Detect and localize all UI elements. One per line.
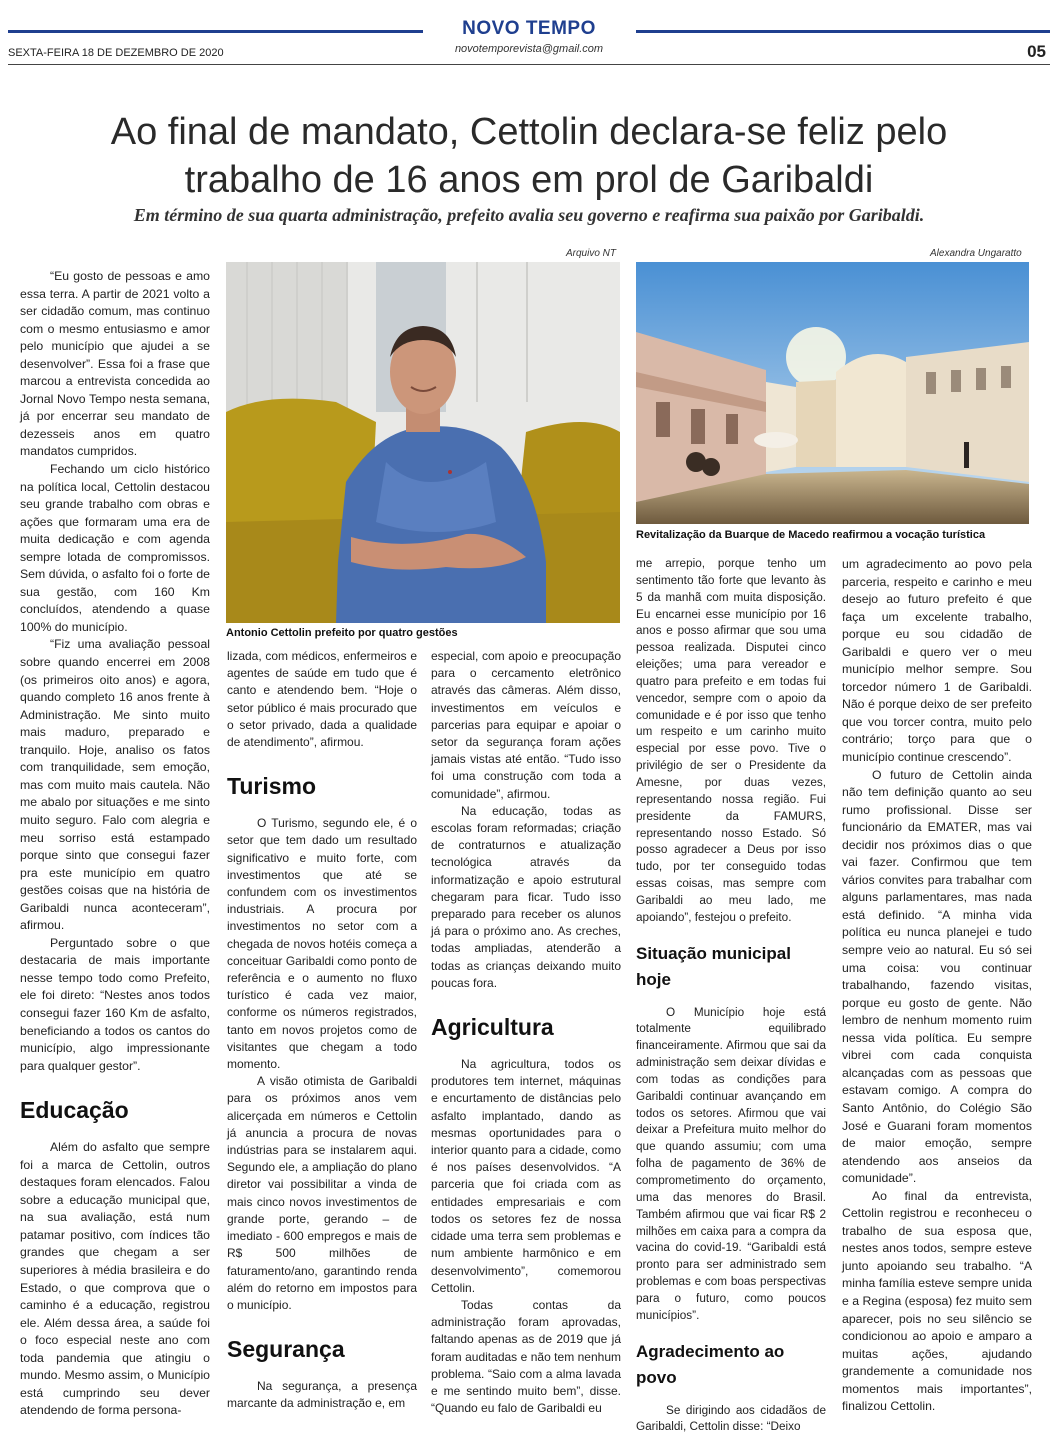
paragraph: Fechando um ciclo histórico na política local, Cettolin destacou seu grande trabalho com obras e ações que formaram uma era de muita dedicação e com agenda sempre lotada de compromissos. Sem dúvida, o asfalto foi o forte de sua gestão, com 160 Km concluídos, atendendo a quase 100% do município. <box>20 462 210 634</box>
paragraph: Na segurança, a presença marcante da administração e, em <box>227 1379 417 1411</box>
section-heading-seguranca: Segurança <box>227 1336 345 1363</box>
headline-line-2: trabalho de 16 anos em prol de Garibaldi <box>184 159 874 201</box>
issue-date: SEXTA-FEIRA 18 DE DEZEMBRO DE 2020 <box>8 47 224 59</box>
paragraph: especial, com apoio e preocupação para o cercamento eletrônico através das câmeras. Além disso, investimentos em veículos e parcerias para equipar e apoiar o setor da segurança foram ações jamais vistas até então. “Tudo isso foi uma construção com toda a comunidade”, afirmou. <box>431 649 621 801</box>
photo2-caption: Revitalização da Buarque de Macedo reafirmou a vocação turística <box>636 529 986 541</box>
article-column-2 <box>227 648 417 1413</box>
article-subheadline: Em término de sua quarta administração, prefeito avalia seu governo e reafirma sua paixão por Garibaldi. <box>133 205 925 225</box>
headline-line-1: Ao final de mandato, Cettolin declara-se feliz pelo <box>110 111 948 153</box>
paragraph: Todas contas da administração foram aprovadas, faltando apenas as de 2019 que já foram auditadas e não tem nenhum problema. “Saio com a alma lavada e me sentindo muito bem”, disse. “Quando eu falo de Garibaldi eu <box>431 1297 621 1416</box>
portrait-photo-illustration <box>226 262 620 623</box>
paragraph: O Turismo, segundo ele, é o setor que tem dado um resultado significativo e muito forte, com investimentos que até se confundem com os investimentos industriais. A procura por investimentos no setor com a chegada de novos hotéis começa a conceituar Garibaldi como ponto de referência e o aumento no fluxo turístico é cada vez maior, conforme os números registrados, tanto em novos projetos como de visitantes que chegam a todo momento. <box>227 816 417 1072</box>
paragraph: Na educação, todas as escolas foram reformadas; criação de contraturnos e atualização tecnológica através da informatização e apoio estrutural chegaram para ficar. Tudo isso preparado para receber os alunos já para o próximo ano. As creches, todas ampliadas, atenderão a todas as crianças deixando muito poucas fora. <box>431 803 621 990</box>
article-column-1 <box>20 268 210 1420</box>
paragraph: Perguntado sobre o que destacaria de mais importante nesse tempo todo como Prefeito, ele foi direto: “Nestes anos todos consegui fazer 160 Km de asfalto, beneficiando a todos os cantos do município, algo impressionante para qualquer gestor”. <box>20 935 210 1073</box>
paragraph: me arrepio, porque tenho um sentimento tão forte que levanto às 5 da manhã com muita disposição. Eu encarnei esse município por 16 anos e posso afirmar que sou uma pessoa realizada. Disputei cinco eleições; uma para vereador e quatro para prefeito e em todas fui vencedor, sempre com o apoio da comunidade e é por isso que tenho um respeito e um carinho muito especial por esse povo. Tive o privilégio de ser o Presidente da Amesne, por duas vezes, representando nossa região. Fui presidente da FAMURS, representando nosso Estado. Só posso agradecer a Deus por isso tudo, por ter conseguido todas essas coisas, mas sempre com Garibaldi ao meu lado, me apoiando”, festejou o prefeito. <box>636 557 826 924</box>
section-heading-turismo: Turismo <box>227 773 317 800</box>
article-headline <box>40 108 1018 204</box>
section-heading-agradecimento: Agradecimento ao povo <box>636 1341 785 1387</box>
section-heading-situacao: Situação municipal hoje <box>636 943 791 989</box>
paragraph: “Fiz uma avaliação pessoal sobre quando encerrei em 2008 (os primeiros oito anos) e agora, quando completo 16 anos frente à Administração. Me sinto muito mais maduro, preparado e tranquilo. Hoje, analiso os fatos com tranquilidade, sem emoção, mas com muito mais cautela. Não me abalo por situações e me sinto muito seguro. Falo com alegria e meu sorriso está estampado porque sinto que consegui fazer pra este município em quatro gestões coisas que na história de Garibaldi nunca aconteceram”, afirmou. <box>20 637 210 933</box>
article-column-4 <box>636 556 826 1436</box>
section-heading-educacao: Educação <box>20 1097 129 1124</box>
paragraph: Na agricultura, todos os produtores tem internet, máquinas e encurtamento de distâncias pelo asfalto implantado, dando as mesmas oportunidades para o interior quanto para a cidade, como é nos países desenvolvidos. “A parceria que foi criada com as entidades empresariais e com todos os setores fez de nossa cidade uma terra sem problemas e num ambiente harmônico e em desenvolvimento”, comemorou Cettolin. <box>431 1057 621 1295</box>
photo1-credit: Arquivo NT <box>566 248 617 259</box>
newspaper-email: novotemporevista@gmail.com <box>454 43 604 55</box>
paragraph: O futuro de Cettolin ainda não tem definição quanto ao seu rumo profissional. Disse ser funcionário da EMATER, mas vai decidir nos próximos dias o que vai fazer. Confirmou que tem vários convites para trabalhar com alguns parlamentares, mas nada está definido. “A minha vida política eu nunca planejei e tudo sempre veio ao natural. Eu só sei uma coisa: vou continuar trabalhando, fazendo visitas, porque eu gosto de gente. Não lembro de nenhum momento ruim nessa vida política. Eu sempre vibrei com cada conquista alcançadas com as pessoas que estavam comigo. A compra do Santo Antônio, do Colégio São José e Guarani foram momentos de maior emoção, sempre atendendo aos anseios da comunidade”. <box>842 767 1032 1186</box>
photo2-credit: Alexandra Ungaratto <box>930 248 1022 259</box>
paragraph: Ao final da entrevista, Cettolin registrou e reconheceu o trabalho de sua esposa que, nestes anos todos, sempre esteve junto apoiando seu trabalho. “A minha família esteve sempre unida e a Regina (esposa) fez muito sem aparecer, pois no seu silêncio se condicionou ao apoio e amparo a muitas ações, ajudando grandemente a comunidade nos momentos mais importantes”, finalizou Cettolin. <box>842 1188 1032 1414</box>
paragraph: A visão otimista de Garibaldi para os próximos anos vem alicerçada em números e Cettolin já anuncia a procura de novas indústrias para se instalarem aqui. Segundo ele, a ampliação do plano diretor vai possibilitar a vinda de mais cinco novos investimentos de grande porte, gerando – de imediato - 600 empregos e mais de R$ 500 milhões de faturamento/ano, garantindo renda além do retorno em impostos para o município. <box>227 1074 417 1312</box>
header-divider <box>8 64 1050 65</box>
portrait-photo <box>226 262 620 623</box>
paragraph: Se dirigindo aos cidadãos de Garibaldi, Cettolin disse: “Deixo <box>636 1403 826 1434</box>
newspaper-logo: NOVO TEMPO <box>462 18 596 39</box>
section-heading-agricultura: Agricultura <box>431 1014 554 1041</box>
masthead <box>0 0 1058 70</box>
street-photo <box>636 262 1029 524</box>
page-number: 05 <box>1027 42 1046 61</box>
paragraph: Além do asfalto que sempre foi a marca de Cettolin, outros destaques foram elencados. Falou sobre a educação municipal que, na sua avaliação, está num patamar positivo, com índices tão grandes que chegam a ser superiores à média brasileira e do Estado, o que comprova que o caminho é a educação, registrou ele. Além dessa área, a saúde foi o foco especial neste ano com toda pandemia que atingiu o mundo. Mesmo assim, o Município está cumprindo seu dever atendendo de forma persona- <box>20 1140 210 1418</box>
article-column-3 <box>431 648 621 1417</box>
paragraph: O Município hoje está totalmente equilibrado financeiramente. Afirmou que sai da administração sem deixar dívidas e com todas as condições para Garibaldi continuar avançando em todos os setores. Afirmou que vai deixar a Prefeitura muito melhor do que quando assumiu; com uma folha de pagamento de 36% de comprometimento do orçamento, uma das menores do Brasil. Também afirmou que vai ficar R$ 2 milhões em caixa para a compra da vacina do covid-19. “Garibaldi está pronto para ser administrado sem problemas e com boas perspectivas para o futuro, como poucos municípios”. <box>636 1005 826 1322</box>
paragraph: “Eu gosto de pessoas e amo essa terra. A partir de 2021 volto a ser cidadão comum, mas continuo com o mesmo entusiasmo e amor pelo município que ajudei a se desenvolver”. Essa foi a frase que marcou a entrevista concedida ao Jornal Novo Tempo nesta semana, já por encerrar seu mandato de dezesseis anos em quatro mandatos cumpridos. <box>20 269 210 459</box>
paragraph: lizada, com médicos, enfermeiros e agentes de saúde em tudo que é canto e atendendo bem. “Hoje o setor público é mais procurado que o setor privado, dada a qualidade de atendimento”, afirmou. <box>227 649 417 750</box>
street-photo-illustration <box>636 262 1029 524</box>
article-column-5 <box>842 556 1032 1416</box>
paragraph: um agradecimento ao povo pela parceria, respeito e carinho e meu desejo ao futuro prefeito é que faça um excelente trabalho, porque eu sou cidadão de Garibaldi e quero ver o meu município melhor sempre. Sou torcedor número 1 de Garibaldi. Não é porque deixo de ser prefeito que vou torcer contra, muito pelo contrário; torço para que o município continue crescendo”. <box>842 557 1032 765</box>
photo1-caption: Antonio Cettolin prefeito por quatro gestões <box>226 627 458 639</box>
